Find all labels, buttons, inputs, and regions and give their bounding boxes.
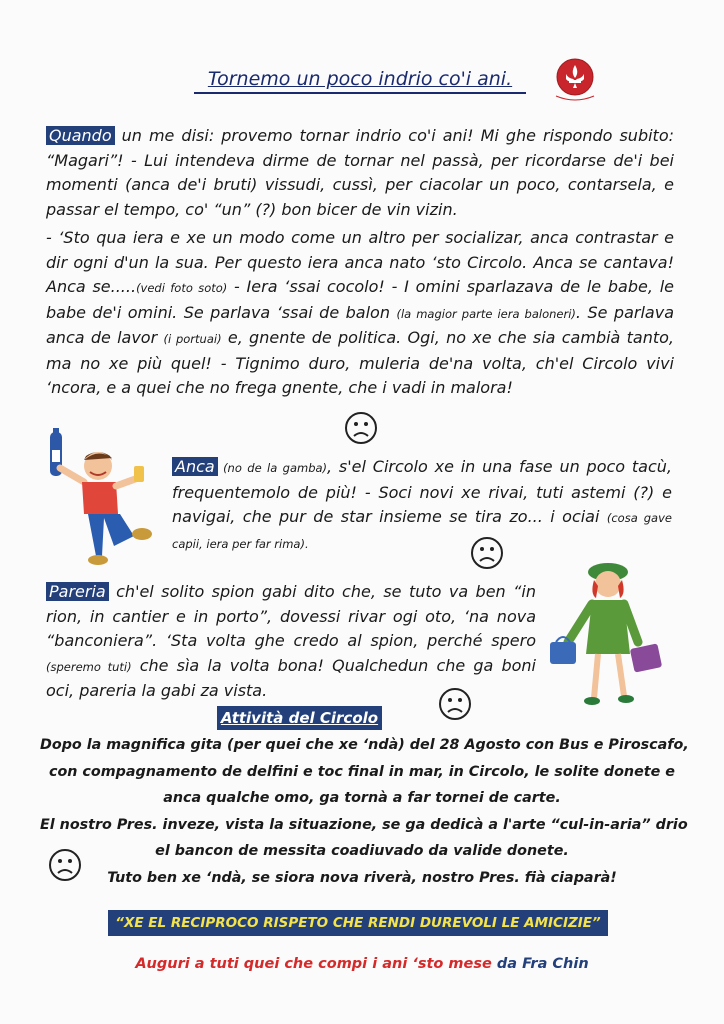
paragraph-text: , s'el Circolo xe in una fase un poco tacù, frequentemolo de più! - Soci novi xe rivai, tuti astemi (?) e navigai, che pur de star insieme se tira zo... i ociai	[172, 457, 672, 526]
birthday-wishes	[40, 956, 684, 972]
paragraph-quando	[46, 124, 674, 222]
lead-word-anca: Anca	[172, 457, 218, 476]
circle-lily-logo-icon	[548, 52, 602, 106]
activity-line: El nostro Pres. inveze, vista la situazione, se ga dedicà a l'arte “cul-in-aria” drio	[40, 816, 688, 833]
boy-with-bottle-illustration	[44, 428, 164, 576]
small-note: (no de la gamba)	[217, 461, 328, 475]
lead-word-pareria: Pareria	[46, 582, 109, 601]
sad-face-icon	[48, 848, 82, 882]
paragraph-text: e, gnente de politica. Ogi, no xe che sia cambià tanto, ma no xe più quel! - Tignimo duro, muleria de'na volta, ch'el Circolo vivi ‘ncora, e a quei che no frega gnente, che i vadi in malora!	[46, 328, 674, 397]
page-title: Tornemo un poco indrio co'i ani.	[194, 66, 526, 94]
lead-word-quando: Quando	[46, 126, 115, 145]
activity-section-title: Attività del Circolo	[217, 706, 382, 730]
paragraph-text: che sìa la volta bona! Qualchedun che ga boni oci, pareria la gabi za vista.	[46, 655, 536, 700]
activity-line: anca qualche omo, ga tornà a far tornei de carte.	[163, 790, 561, 806]
sad-face-icon	[470, 536, 504, 570]
paragraph-text: un me disi: provemo tornar indrio co'i ani! Mi ghe rispondo subito: “Magari”! - Lui intendeva dirme de tornar nel passà, per ricordarse de'i bei momenti (anca de'i bruti) vissudi, cussì, per ciacolar un poco, contarsela, e passar el tempo, co' “un” (?) bon bicer de vin vizin.	[46, 126, 674, 219]
motto-quote: “XE EL RECIPROCO RISPETO CHE RENDI DUREVOLI LE AMICIZIE”	[108, 910, 608, 936]
paragraph-text: ch'el solito spion gabi dito che, se tuto va ben “in rion, in cantier e in porto”, dovessi rivar ogi oto, ‘na nova “banconiera”. ‘Sta volta ghe credo al spion, perché spero	[46, 582, 536, 650]
activity-text	[40, 732, 689, 891]
small-note: (i portuai)	[163, 332, 222, 346]
small-note: (vedi foto soto)	[136, 281, 228, 295]
small-note: (cosa gave capii, iera per far rima).	[172, 511, 672, 551]
activity-line: Dopo la magnifica gita (per quei che xe ‘ndà) del 28 Agosto con Bus e Piroscafo,	[40, 737, 689, 753]
paragraph-anca	[172, 455, 672, 556]
sad-face-icon	[438, 687, 472, 721]
paragraph-text: . Se parlava anca de lavor	[46, 302, 674, 347]
paragraph-text: - ‘Sto qua iera e xe un modo come un altro per socializar, anca contrastar e dir ogni d'un la sua. Per questo iera anca nato ‘sto Circolo. Anca se cantava! Anca se.....	[46, 228, 674, 296]
activity-line: con compagnamento de delfini e toc final in mar, in Circolo, le solite donete e	[48, 763, 676, 780]
paragraph-text: - Iera ‘ssai cocolo! - I omini sparlazava de le babe, le babe de'i omini. Se parlava ‘ssai de balon	[46, 277, 674, 322]
activity-line: Tuto ben xe ‘ndà, se siora nova riverà, nostro Pres. fià ciaparà!	[107, 869, 617, 886]
paragraph-pareria	[46, 580, 536, 704]
wishes-author: da Fra Chin	[496, 956, 589, 972]
small-note: (la magior parte iera baloneri)	[396, 306, 576, 321]
sad-face-icon	[344, 411, 378, 445]
wishes-text: Auguri a tuti quei che compi i ani ‘sto mese	[135, 956, 497, 972]
activity-line: el bancon de messita coadiuvado da valide donete.	[155, 843, 569, 859]
paragraph-circolo	[46, 226, 674, 401]
lady-with-shopping-bags-illustration	[538, 558, 668, 708]
small-note: (speremo tuti)	[46, 659, 132, 674]
